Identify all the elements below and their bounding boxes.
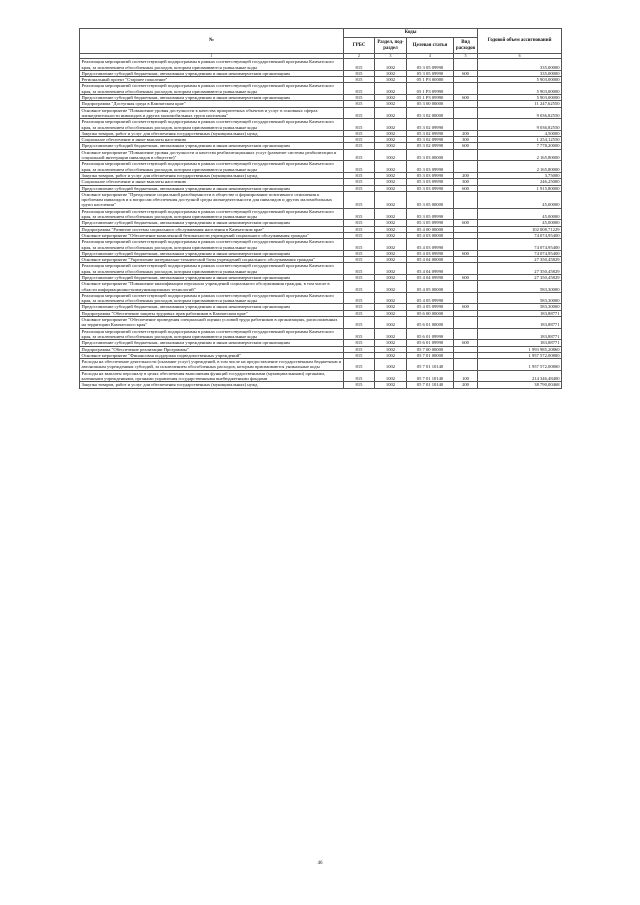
row-target: 05 3 05 09990 — [407, 208, 454, 220]
row-target: 05 6 01 00000 — [407, 317, 454, 329]
row-grbs: 815 — [344, 172, 375, 178]
row-grbs: 815 — [344, 137, 375, 143]
row-name: Расходы на обеспечение деятельности (оказание услуг) учреждений, в том числе на предоставление государственным бюджетным и автономным учреждениям субсидий, за исключением обособленных расходов, которым присваиваются уникальные коды — [80, 359, 344, 371]
row-target: 05 1 P3 09990 — [407, 83, 454, 95]
column-number: 2 — [344, 54, 375, 59]
row-vr: 600 — [454, 95, 478, 101]
row-target: 05 3 03 09990 — [407, 179, 454, 185]
column-number: 6 — [478, 54, 562, 59]
row-amount: 1 915,80000 — [478, 185, 562, 191]
row-vr — [454, 317, 478, 329]
row-target: 05 7 01 10140 — [407, 370, 454, 382]
row-section: 1002 — [375, 274, 407, 280]
table-row — [80, 239, 562, 251]
row-name: Предоставление субсидий бюджетным, автономным учреждениям и иным некоммерческим организациям — [80, 340, 344, 346]
row-amount: 45,00000 — [478, 191, 562, 208]
row-name: Основное мероприятие "Преодоление социальной разобщенности в обществе и формирование позитивного отношения к проблемам инвалидов и к вопросам обеспечения доступной среды жизнедеятельности для инвалидов и других маломобильных групп населения" — [80, 191, 344, 208]
row-grbs: 815 — [344, 232, 375, 238]
row-section: 1002 — [375, 172, 407, 178]
row-section: 1002 — [375, 130, 407, 136]
row-name: Реализация мероприятий соответствующей подпрограммы в рамках соответствующей государственной программы Камчатского края, за исключением обособленных расходов, которым присваиваются уникальные коды — [80, 119, 344, 131]
row-target: 05 4 04 09990 — [407, 274, 454, 280]
row-section: 1002 — [375, 257, 407, 263]
row-target: 05 3 03 09990 — [407, 172, 454, 178]
column-number: 5 — [454, 54, 478, 59]
row-vr — [454, 107, 478, 119]
row-grbs: 815 — [344, 370, 375, 382]
page-number: 46 — [317, 861, 323, 866]
row-grbs: 815 — [344, 239, 375, 251]
row-amount: 74 074,95400 — [478, 239, 562, 251]
row-amount: 45,00000 — [478, 208, 562, 220]
table-row — [80, 119, 562, 131]
table-row — [80, 382, 562, 388]
row-section: 1002 — [375, 346, 407, 352]
header-amount: Годовой объем ассигнований — [478, 29, 562, 54]
row-name: Предоставление субсидий бюджетным, автономным учреждениям и иным некоммерческим организациям — [80, 304, 344, 310]
row-name: Предоставление субсидий бюджетным, автономным учреждениям и иным некоммерческим организациям — [80, 70, 344, 76]
row-amount: 9 036,82550 — [478, 107, 562, 119]
row-section: 1002 — [375, 263, 407, 275]
row-target: 05 3 02 00000 — [407, 107, 454, 119]
row-grbs: 815 — [344, 185, 375, 191]
row-vr: 600 — [454, 143, 478, 149]
budget-table-sheet — [79, 28, 561, 389]
row-vr: 600 — [454, 304, 478, 310]
row-grbs: 815 — [344, 359, 375, 371]
row-section: 1002 — [375, 328, 407, 340]
row-vr — [454, 83, 478, 95]
row-vr: 200 — [454, 382, 478, 388]
row-amount: 38 790,00468 — [478, 382, 562, 388]
row-target: 05 3 02 09990 — [407, 143, 454, 149]
row-grbs: 815 — [344, 257, 375, 263]
row-vr: 600 — [454, 274, 478, 280]
row-grbs: 815 — [344, 317, 375, 329]
row-section: 1002 — [375, 281, 407, 293]
row-amount: 27 350,45829 — [478, 274, 562, 280]
row-vr — [454, 239, 478, 251]
row-name: Закупка товаров, работ и услуг для обеспечения государственных (муниципальных) нужд — [80, 382, 344, 388]
header-grbs: ГРБС — [344, 38, 375, 54]
row-grbs: 815 — [344, 304, 375, 310]
row-vr: 200 — [454, 172, 478, 178]
row-vr — [454, 359, 478, 371]
table-row — [80, 370, 562, 382]
row-vr — [454, 119, 478, 131]
row-name: Социальное обеспечение и иные выплаты населению — [80, 137, 344, 143]
row-name: Закупка товаров, работ и услуг для обеспечения государственных (муниципальных) нужд — [80, 130, 344, 136]
row-target: 05 7 00 00000 — [407, 346, 454, 352]
row-name: Реализация мероприятий соответствующей подпрограммы в рамках соответствующей государственной программы Камчатского края, за исключением обособленных расходов, которым присваиваются уникальные коды — [80, 328, 344, 340]
row-amount: 102 008,71229 — [478, 226, 562, 232]
row-vr — [454, 292, 478, 304]
row-name: Основное мероприятие "Повышение уровня доступности и качества реабилитационных услуг (развитие системы реабилитации и социальной интеграции инвалидов в обществе)" — [80, 149, 344, 161]
row-vr — [454, 281, 478, 293]
row-grbs: 815 — [344, 226, 375, 232]
row-section: 1002 — [375, 179, 407, 185]
table-row — [80, 208, 562, 220]
row-name: Предоставление субсидий бюджетным, автономным учреждениям и иным некоммерческим организациям — [80, 274, 344, 280]
row-section: 1002 — [375, 220, 407, 226]
row-target: 05 3 00 00000 — [407, 101, 454, 107]
row-target: 05 4 03 09990 — [407, 239, 454, 251]
table-header — [80, 29, 562, 59]
row-target: 05 3 02 09990 — [407, 137, 454, 143]
row-amount: 335,00000 — [478, 70, 562, 76]
row-name: Реализация мероприятий соответствующей подпрограммы в рамках соответствующей государственной программы Камчатского края, за исключением обособленных расходов, которым присваиваются уникальные коды — [80, 239, 344, 251]
row-section: 1002 — [375, 77, 407, 83]
header-vr: Вид расходов — [454, 38, 478, 54]
table-row — [80, 328, 562, 340]
row-name: Закупка товаров, работ и услуг для обеспечения государственных (муниципальных) нужд — [80, 172, 344, 178]
row-section: 1002 — [375, 59, 407, 71]
row-vr: 600 — [454, 220, 478, 226]
row-section: 1002 — [375, 208, 407, 220]
row-vr: 300 — [454, 137, 478, 143]
row-target: 05 7 01 10140 — [407, 359, 454, 371]
row-target: 05 3 05 09990 — [407, 59, 454, 71]
row-name: Реализация мероприятий соответствующей подпрограммы в рамках соответствующей государственной программы Камчатского края, за исключением обособленных расходов, которым присваиваются уникальные коды — [80, 161, 344, 173]
row-amount: 45,00000 — [478, 220, 562, 226]
row-target: 05 4 03 09990 — [407, 250, 454, 256]
row-target: 05 4 05 09990 — [407, 292, 454, 304]
row-amount: 2 165,80000 — [478, 149, 562, 161]
row-name: Расходы на выплаты персоналу в целях обеспечения выполнения функций государственными (муниципальными) органами, казенными учреждениями, органами управления государственными внебюджетными фондами — [80, 370, 344, 382]
column-number: 4 — [407, 54, 454, 59]
row-section: 1002 — [375, 119, 407, 131]
header-num: № — [80, 29, 344, 54]
row-section: 1002 — [375, 317, 407, 329]
row-vr — [454, 191, 478, 208]
row-name: Предоставление субсидий бюджетным, автономным учреждениям и иным некоммерческим организациям — [80, 143, 344, 149]
row-grbs: 815 — [344, 149, 375, 161]
table-row — [80, 292, 562, 304]
row-amount: 3,75000 — [478, 172, 562, 178]
row-grbs: 815 — [344, 101, 375, 107]
row-grbs: 815 — [344, 292, 375, 304]
header-section: Раздел, под-раздел — [375, 38, 407, 54]
row-section: 1002 — [375, 161, 407, 173]
row-target: 05 4 05 00000 — [407, 281, 454, 293]
row-grbs: 815 — [344, 59, 375, 71]
row-section: 1002 — [375, 359, 407, 371]
row-amount: 214 346,48400 — [478, 370, 562, 382]
row-grbs: 815 — [344, 281, 375, 293]
row-vr: 100 — [454, 370, 478, 382]
table-row — [80, 161, 562, 173]
table-row — [80, 281, 562, 293]
table-row — [80, 263, 562, 275]
row-amount: 583,30000 — [478, 281, 562, 293]
row-amount: 5 903,00000 — [478, 95, 562, 101]
column-number: 3 — [375, 54, 407, 59]
row-section: 1002 — [375, 232, 407, 238]
row-grbs: 815 — [344, 95, 375, 101]
row-name: Реализация мероприятий соответствующей подпрограммы в рамках соответствующей государственной программы Камчатского края, за исключением обособленных расходов, которым присваиваются уникальные коды — [80, 59, 344, 71]
row-target: 05 4 03 00000 — [407, 232, 454, 238]
table-row — [80, 59, 562, 71]
row-section: 1002 — [375, 143, 407, 149]
row-name: Основное мероприятие "Обеспечение проведения специальной оценки условий труда работников в организациях, расположенных на территории Камчатского края" — [80, 317, 344, 329]
row-grbs: 815 — [344, 208, 375, 220]
row-section: 1002 — [375, 83, 407, 95]
row-target: 05 1 P3 09990 — [407, 95, 454, 101]
row-amount: 27 350,45829 — [478, 257, 562, 263]
row-target: 05 3 05 09990 — [407, 70, 454, 76]
row-vr — [454, 161, 478, 173]
row-name: Реализация мероприятий соответствующей подпрограммы в рамках соответствующей государственной программы Камчатского края, за исключением обособленных расходов, которым присваиваются уникальные коды — [80, 263, 344, 275]
row-vr — [454, 149, 478, 161]
row-name: Подпрограмма "Доступная среда в Камчатском крае" — [80, 101, 344, 107]
row-grbs: 815 — [344, 382, 375, 388]
row-amount: 74 074,95400 — [478, 250, 562, 256]
row-name: Реализация мероприятий соответствующей подпрограммы в рамках соответствующей государственной программы Камчатского края, за исключением обособленных расходов, которым присваиваются уникальные коды — [80, 208, 344, 220]
table-row — [80, 359, 562, 371]
row-target: 05 3 03 09990 — [407, 161, 454, 173]
row-amount: 9 036,82550 — [478, 119, 562, 131]
row-section: 1002 — [375, 382, 407, 388]
row-target: 05 6 00 00000 — [407, 310, 454, 316]
row-section: 1002 — [375, 239, 407, 251]
row-target: 05 4 04 00000 — [407, 257, 454, 263]
row-grbs: 815 — [344, 83, 375, 95]
row-section: 1002 — [375, 101, 407, 107]
row-grbs: 815 — [344, 161, 375, 173]
row-target: 05 4 00 00000 — [407, 226, 454, 232]
row-amount: 2 165,80000 — [478, 161, 562, 173]
row-grbs: 815 — [344, 250, 375, 256]
row-target: 05 4 04 09990 — [407, 263, 454, 275]
table-row — [80, 107, 562, 119]
row-target: 05 3 02 09990 — [407, 119, 454, 131]
row-name: Основное мероприятие "Повышение квалификации персонала учреждений социального обслуживания граждан, в том числе в области информационно-коммуникационных технологий" — [80, 281, 344, 293]
row-amount: 1 957 572,00800 — [478, 359, 562, 371]
row-amount: 27 350,45829 — [478, 263, 562, 275]
row-target: 05 6 01 09990 — [407, 328, 454, 340]
budget-table — [79, 28, 562, 389]
row-target: 05 4 05 09990 — [407, 304, 454, 310]
row-section: 1002 — [375, 149, 407, 161]
row-grbs: 815 — [344, 143, 375, 149]
row-target: 05 3 05 09990 — [407, 220, 454, 226]
row-amount: 7 778,20000 — [478, 143, 562, 149]
row-amount: 5 903,00000 — [478, 77, 562, 83]
row-target: 05 3 02 09990 — [407, 130, 454, 136]
header-codes: Коды — [344, 29, 478, 38]
row-amount: 1 957 572,00800 — [478, 352, 562, 358]
row-vr — [454, 263, 478, 275]
row-name: Предоставление субсидий бюджетным, автономным учреждениям и иным некоммерческим организациям — [80, 250, 344, 256]
row-amount: 11 247,62550 — [478, 101, 562, 107]
row-name: Предоставление субсидий бюджетным, автономным учреждениям и иным некоммерческим организациям — [80, 220, 344, 226]
row-name: Подпрограмма "Обеспечение защиты трудовых прав работников в Камчатском крае" — [80, 310, 344, 316]
row-target: 05 7 01 00000 — [407, 352, 454, 358]
row-vr — [454, 208, 478, 220]
row-section: 1002 — [375, 107, 407, 119]
row-section: 1002 — [375, 137, 407, 143]
row-section: 1002 — [375, 304, 407, 310]
row-vr: 600 — [454, 340, 478, 346]
row-grbs: 815 — [344, 220, 375, 226]
row-name: Подпрограмма "Обеспечение реализации Программы" — [80, 346, 344, 352]
row-section: 1002 — [375, 70, 407, 76]
row-amount: 335,00000 — [478, 59, 562, 71]
column-number: 1 — [80, 54, 344, 59]
row-grbs: 815 — [344, 77, 375, 83]
row-name: Предоставление субсидий бюджетным, автономным учреждениям и иным некоммерческим организациям — [80, 95, 344, 101]
row-vr: 600 — [454, 185, 478, 191]
row-grbs: 815 — [344, 179, 375, 185]
row-grbs: 815 — [344, 263, 375, 275]
row-target: 05 6 01 09990 — [407, 340, 454, 346]
row-grbs: 815 — [344, 328, 375, 340]
row-section: 1002 — [375, 340, 407, 346]
row-section: 1002 — [375, 191, 407, 208]
row-vr: 600 — [454, 70, 478, 76]
row-section: 1002 — [375, 185, 407, 191]
row-name: Основное мероприятие "Финансовая поддержка подведомственных учреждений" — [80, 352, 344, 358]
row-vr: 200 — [454, 130, 478, 136]
table-body — [80, 59, 562, 388]
row-amount: 583,30000 — [478, 292, 562, 304]
row-grbs: 815 — [344, 107, 375, 119]
row-amount: 583,30000 — [478, 304, 562, 310]
row-name: Основное мероприятие "Обеспечение комплексной безопасности учреждений социального обслуживания граждан" — [80, 232, 344, 238]
row-grbs: 815 — [344, 274, 375, 280]
row-target: 05 7 01 10140 — [407, 382, 454, 388]
row-name: Реализация мероприятий соответствующей подпрограммы в рамках соответствующей государственной программы Камчатского края, за исключением обособленных расходов, которым присваиваются уникальные коды — [80, 83, 344, 95]
row-grbs: 815 — [344, 346, 375, 352]
row-amount: 183,88771 — [478, 328, 562, 340]
row-vr: 600 — [454, 250, 478, 256]
row-section: 1002 — [375, 310, 407, 316]
row-amount: 4,50000 — [478, 130, 562, 136]
row-grbs: 815 — [344, 191, 375, 208]
row-vr — [454, 59, 478, 71]
row-amount: 183,88771 — [478, 340, 562, 346]
table-row — [80, 83, 562, 95]
row-name: Подпрограмма "Развитие системы социального обслуживания населения в Камчатском крае" — [80, 226, 344, 232]
row-name: Реализация мероприятий соответствующей подпрограммы в рамках соответствующей государственной программы Камчатского края, за исключением обособленных расходов, которым присваиваются уникальные коды — [80, 292, 344, 304]
table-row — [80, 149, 562, 161]
row-name: Основное мероприятие "Повышение уровня доступности к качества приоритетных объектов и услуг в основных сферах жизнедеятельности инвалидов и других маломобильных групп населения" — [80, 107, 344, 119]
row-section: 1002 — [375, 95, 407, 101]
row-target: 05 3 03 00000 — [407, 149, 454, 161]
row-name: Основное мероприятие "Укрепление материально-технической базы учреждений социального обслуживания граждан" — [80, 257, 344, 263]
row-amount: 183,88771 — [478, 317, 562, 329]
row-grbs: 815 — [344, 310, 375, 316]
row-vr — [454, 328, 478, 340]
row-name: Социальное обеспечение и иные выплаты населению — [80, 179, 344, 185]
row-target: 05 3 05 00000 — [407, 191, 454, 208]
row-amount: 1 993 985,20860 — [478, 346, 562, 352]
row-amount: 183,88771 — [478, 310, 562, 316]
header-target: Целевая статья — [407, 38, 454, 54]
row-grbs: 815 — [344, 119, 375, 131]
row-section: 1002 — [375, 292, 407, 304]
row-name: Региональный проект "Старшее поколение" — [80, 77, 344, 83]
row-amount: 5 903,00000 — [478, 83, 562, 95]
row-name: Предоставление субсидий бюджетным, автономным учреждениям и иным некоммерческим организациям — [80, 185, 344, 191]
row-target: 05 3 03 09990 — [407, 185, 454, 191]
row-section: 1002 — [375, 250, 407, 256]
table-row — [80, 191, 562, 208]
row-grbs: 815 — [344, 70, 375, 76]
row-section: 1002 — [375, 352, 407, 358]
table-row — [80, 317, 562, 329]
row-target: 05 1 P3 00000 — [407, 77, 454, 83]
row-vr: 300 — [454, 179, 478, 185]
row-grbs: 815 — [344, 352, 375, 358]
row-grbs: 815 — [344, 340, 375, 346]
row-grbs: 815 — [344, 130, 375, 136]
row-section: 1002 — [375, 370, 407, 382]
row-amount: 74 074,95400 — [478, 232, 562, 238]
row-amount: 246,25000 — [478, 179, 562, 185]
row-amount: 1 254,12550 — [478, 137, 562, 143]
row-section: 1002 — [375, 226, 407, 232]
